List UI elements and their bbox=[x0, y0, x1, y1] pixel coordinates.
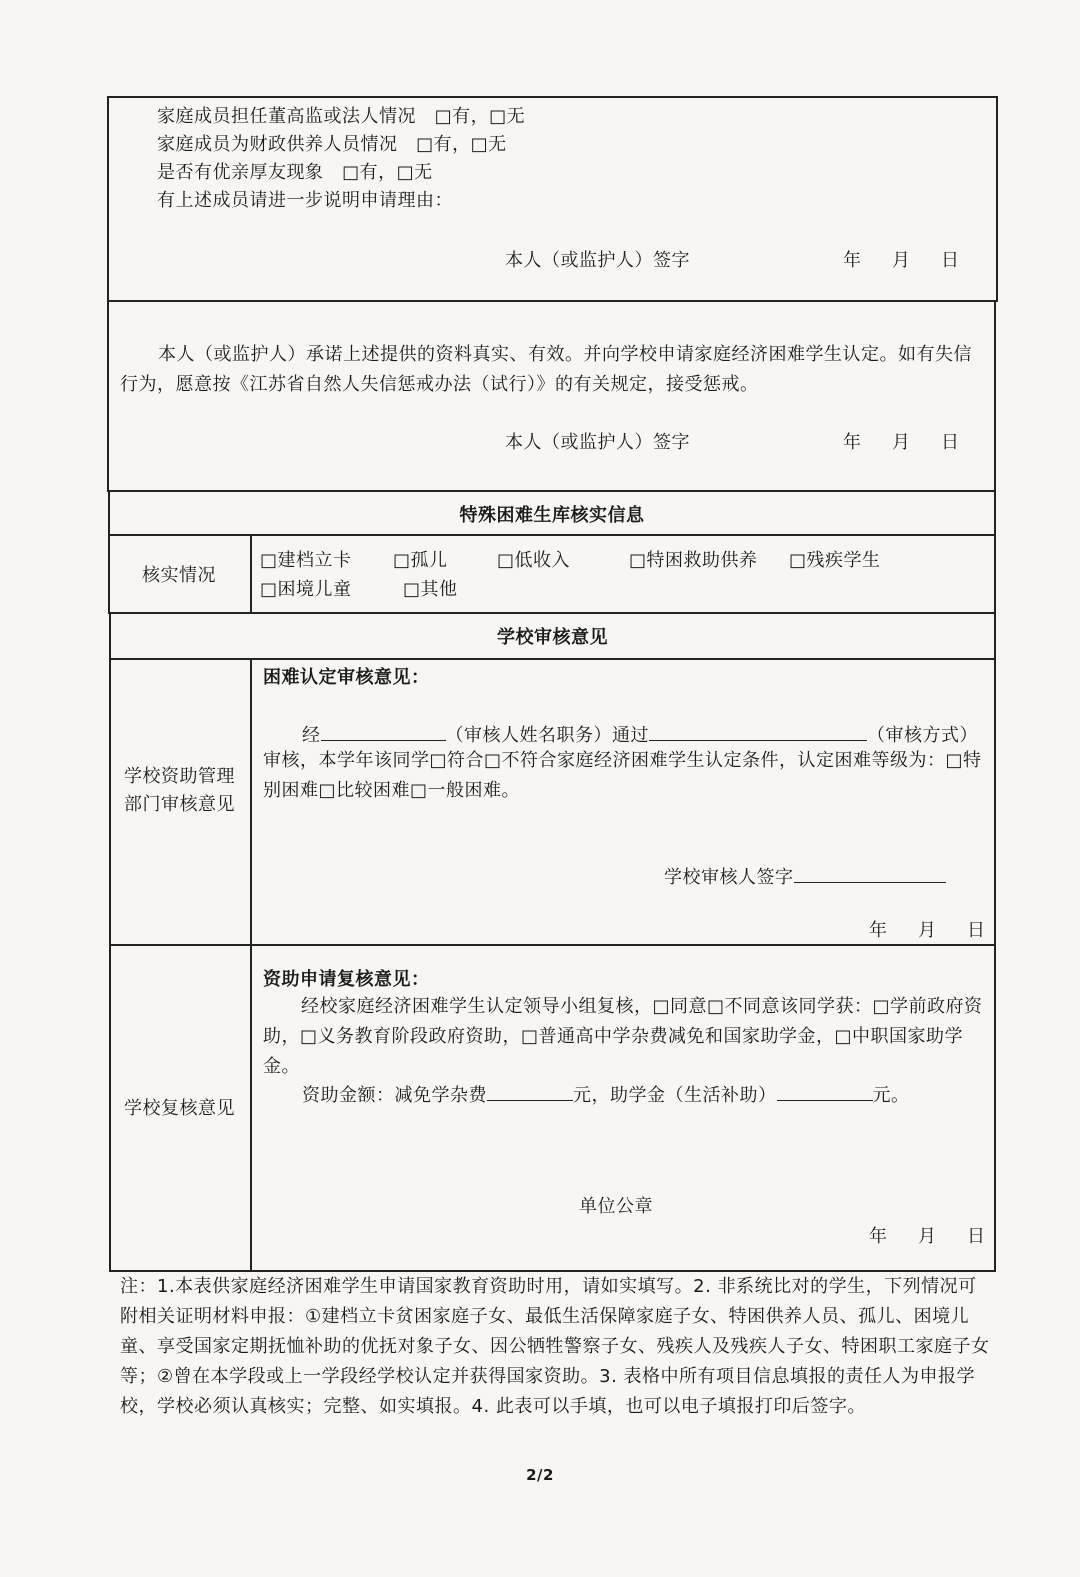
recheck-label: 学校复核意见 bbox=[124, 1098, 235, 1119]
special-option-4[interactable]: □特困救助供养 bbox=[629, 550, 758, 571]
dept-line1: 经 （审核人姓名职务）通过 （审核方式） bbox=[302, 720, 978, 749]
dept-label-line2: 部门审核意见 bbox=[124, 794, 235, 815]
special-option-7[interactable]: □其他 bbox=[403, 579, 458, 600]
special-label: 核实情况 bbox=[142, 565, 216, 586]
dept-date-day: 日 bbox=[967, 920, 986, 941]
special-divider bbox=[108, 534, 996, 536]
family-sign-label: 本人（或监护人）签字 bbox=[505, 250, 690, 271]
school-title-divider bbox=[109, 658, 996, 660]
recheck-amount: 资助金额：减免学杂费 元，助学金（生活补助） 元。 bbox=[302, 1080, 910, 1109]
recheck-date-year: 年 bbox=[869, 1226, 888, 1247]
tuition-amount-blank[interactable] bbox=[487, 1080, 573, 1101]
review-method-blank[interactable] bbox=[649, 720, 867, 741]
dept-date-month: 月 bbox=[918, 920, 937, 941]
recheck-date-day: 日 bbox=[967, 1226, 986, 1247]
reviewer-name-blank[interactable] bbox=[321, 720, 446, 741]
special-option-1[interactable]: □建档立卡 bbox=[260, 550, 352, 571]
school-seal: 单位公章 bbox=[579, 1196, 653, 1217]
recheck-heading: 资助申请复核意见： bbox=[263, 969, 430, 990]
school-row-divider bbox=[109, 944, 996, 946]
footnote: 注：1.本表供家庭经济困难学生申请国家教育资助时用，请如实填写。2. 非系统比对的学生，下列情况可附相关证明材料申报：①建档立卡贫困家庭子女、最低生活保障家庭子女、特困供养人员、孤儿、困境儿童、享受国家定期抚恤补助的优抚对象子女、因公牺牲警察子女、残疾人及残疾人子女、特困职工家庭子女等；②曾在本学段或上一学段经学校认定并获得国家资助。3. 表格中所有项目信息填报的责任人为申报学校，学校必须认真核实；完整、如实填报。4. 此表可以手填，也可以电子填报打印后签字。 bbox=[120, 1276, 990, 1417]
special-option-6[interactable]: □困境儿童 bbox=[260, 579, 352, 600]
recheck-date-month: 月 bbox=[918, 1226, 937, 1247]
pledge-date-day: 日 bbox=[941, 432, 960, 453]
family-date-day: 日 bbox=[941, 250, 960, 271]
special-option-2[interactable]: □孤儿 bbox=[393, 550, 448, 571]
dept-sign-blank[interactable] bbox=[794, 862, 946, 883]
pledge-date-year: 年 bbox=[843, 432, 862, 453]
school-title: 学校审核意见 bbox=[497, 627, 608, 648]
dept-date-year: 年 bbox=[869, 920, 888, 941]
dept-text: 审核，本学年该同学□符合□不符合家庭经济困难学生认定条件，认定困难等级为：□特别困难□比较困难□一般困难。 bbox=[263, 750, 982, 801]
family-date-year: 年 bbox=[843, 250, 862, 271]
pledge-text: 本人（或监护人）承诺上述提供的资料真实、有效。并向学校申请家庭经济困难学生认定。如有失信行为，愿意按《江苏省自然人失信惩戒办法（试行）》的有关规定，接受惩戒。 bbox=[120, 344, 972, 395]
special-option-5[interactable]: □残疾学生 bbox=[789, 550, 881, 571]
dept-heading: 困难认定审核意见： bbox=[263, 667, 430, 688]
special-title: 特殊困难生库核实信息 bbox=[459, 505, 645, 526]
special-col-divider bbox=[250, 534, 252, 614]
special-option-3[interactable]: □低收入 bbox=[497, 550, 571, 571]
dept-label-line1: 学校资助管理 bbox=[124, 766, 235, 787]
pledge-date-month: 月 bbox=[892, 432, 911, 453]
page-number: 2/2 bbox=[526, 1466, 554, 1484]
family-explain: 有上述成员请进一步说明申请理由： bbox=[157, 190, 453, 211]
pledge-sign-label: 本人（或监护人）签字 bbox=[505, 432, 690, 453]
family-date-month: 月 bbox=[892, 250, 911, 271]
family-q2: 家庭成员为财政供养人员情况 □有，□无 bbox=[157, 134, 507, 155]
school-col-divider bbox=[250, 658, 252, 1272]
recheck-text: 经校家庭经济困难学生认定领导小组复核，□同意□不同意该同学获：□学前政府资助，□义务教育阶段政府资助，□普通高中学杂费减免和国家助学金，□中职国家助学金。 bbox=[263, 996, 983, 1077]
family-q1: 家庭成员担任董高监或法人情况 □有，□无 bbox=[157, 106, 526, 127]
dept-sign: 学校审核人签字 bbox=[664, 862, 946, 891]
grant-amount-blank[interactable] bbox=[777, 1080, 873, 1101]
family-q3: 是否有优亲厚友现象 □有，□无 bbox=[157, 162, 433, 183]
school-review-box bbox=[109, 612, 996, 1272]
